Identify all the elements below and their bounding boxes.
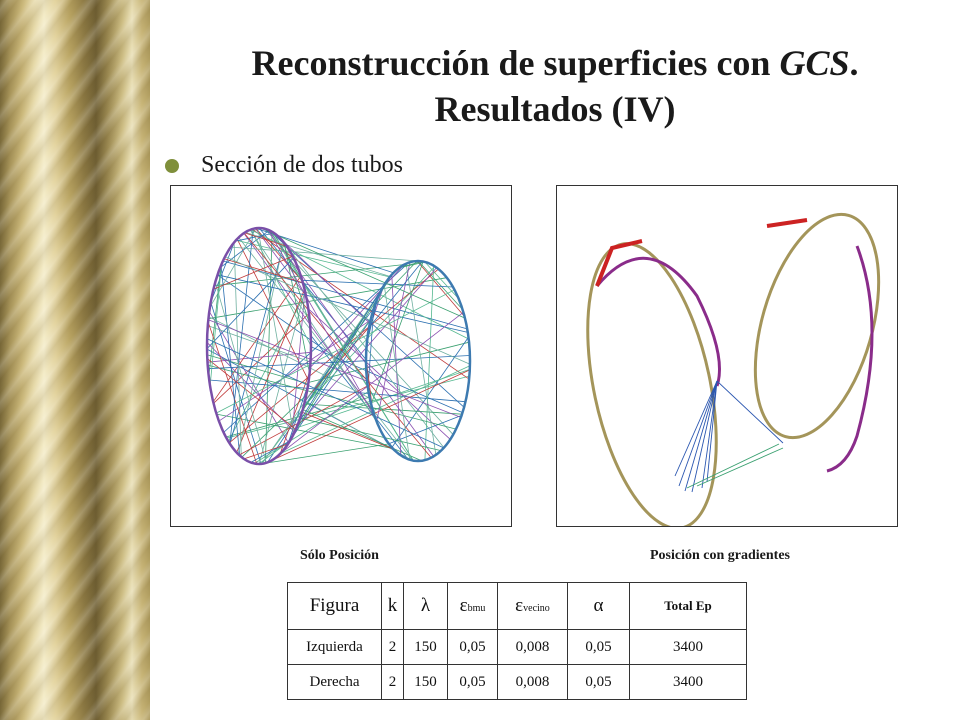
- cell-eps-bmu: 0,05: [448, 630, 498, 665]
- figure-solo-posicion: [170, 185, 512, 527]
- caption-right: Posición con gradientes: [650, 548, 790, 563]
- cell-alpha: 0,05: [568, 665, 630, 700]
- cell-eps-vecino: 0,008: [498, 665, 568, 700]
- title-gcs: GCS: [779, 43, 850, 83]
- col-figura: Figura: [288, 583, 382, 630]
- right-tube-outline: [366, 261, 470, 461]
- col-eps-vecino: εvecino: [498, 583, 568, 630]
- table-header-row: [288, 583, 747, 630]
- slide-title: [150, 40, 960, 132]
- cell-alpha: 0,05: [568, 630, 630, 665]
- cell-figura: Izquierda: [288, 630, 382, 665]
- cell-total: 3400: [630, 630, 747, 665]
- table-row: [288, 665, 747, 700]
- title-prefix: Reconstrucción de superficies con: [251, 43, 771, 83]
- title-period: .: [849, 43, 859, 83]
- table-row: [288, 630, 747, 665]
- cell-k: 2: [382, 665, 404, 700]
- tubes-mesh-image: [171, 186, 511, 526]
- col-alpha: α: [568, 583, 630, 630]
- figure-posicion-gradientes: [556, 185, 898, 527]
- col-k: k: [382, 583, 404, 630]
- title-line-1: [150, 40, 960, 86]
- cell-lambda: 150: [404, 630, 448, 665]
- bullet-item: [165, 152, 403, 179]
- decorative-pillar: [0, 0, 150, 720]
- col-total-ep: Total Ep: [630, 583, 747, 630]
- col-lambda: λ: [404, 583, 448, 630]
- tubes-gradient-image: [557, 186, 897, 526]
- cell-figura: Derecha: [288, 665, 382, 700]
- bullet-text: Sección de dos tubos: [201, 152, 403, 178]
- caption-left: Sólo Posición: [300, 548, 379, 563]
- left-ring: [565, 232, 739, 526]
- cell-lambda: 150: [404, 665, 448, 700]
- cell-k: 2: [382, 630, 404, 665]
- parameters-table: [287, 582, 747, 700]
- cell-total: 3400: [630, 665, 747, 700]
- cell-eps-vecino: 0,008: [498, 630, 568, 665]
- bullet-dot-icon: [165, 159, 179, 173]
- cell-eps-bmu: 0,05: [448, 665, 498, 700]
- title-line-2: Resultados (IV): [434, 89, 676, 129]
- col-eps-bmu: εbmu: [448, 583, 498, 630]
